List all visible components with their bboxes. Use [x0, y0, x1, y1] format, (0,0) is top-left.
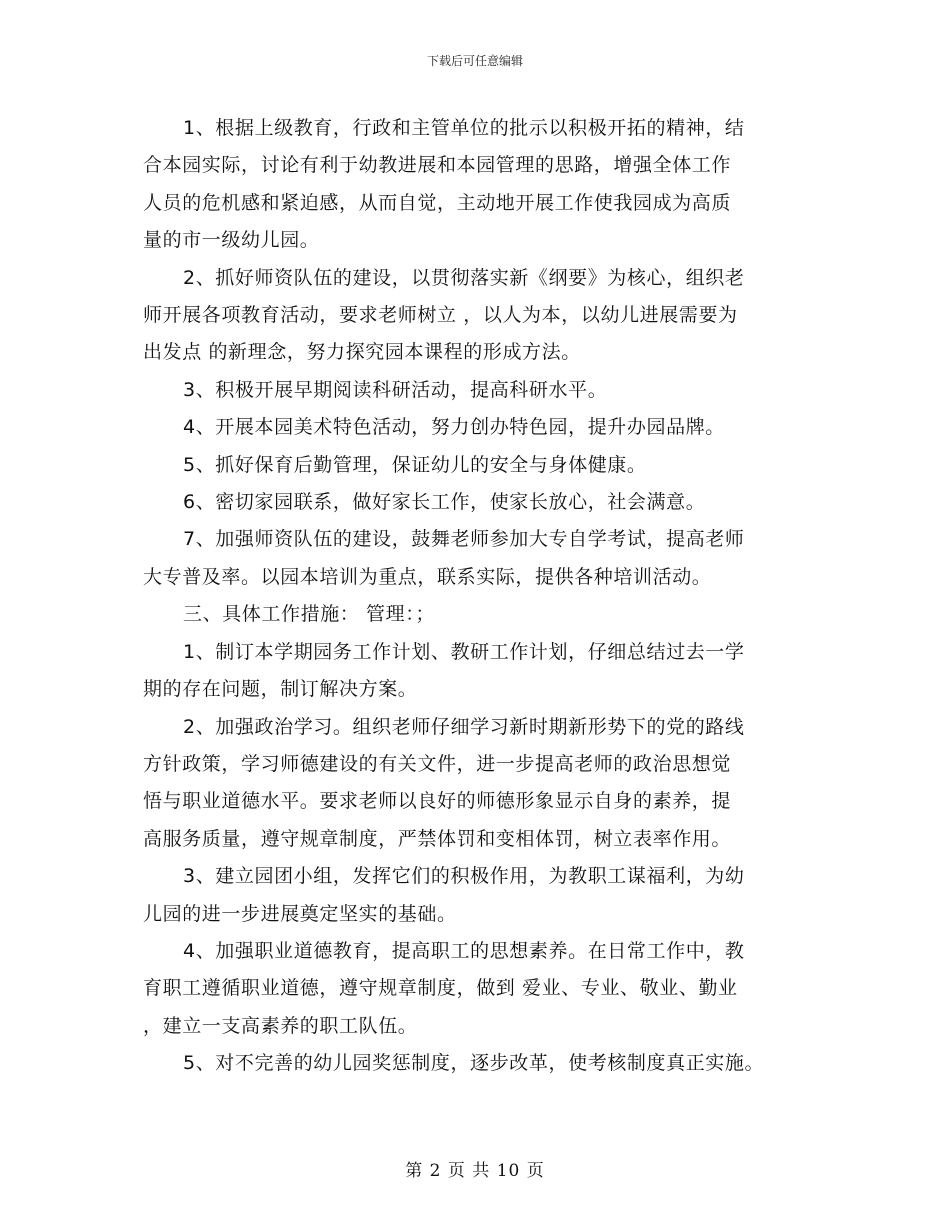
paragraph-1: [143, 110, 823, 260]
paragraph-10: [143, 709, 823, 859]
paragraph-11: [143, 858, 823, 933]
paragraph-12: [143, 933, 823, 1045]
paragraph-2: [143, 260, 823, 372]
paragraph-7: [143, 521, 823, 596]
text-line: 1、制订本学期园务工作计划、教研工作计划，仔细总结过去一学: [183, 640, 745, 663]
text-line: 悟与职业道德水平。要求老师以良好的师德形象显示自身的素养，提: [143, 790, 732, 813]
paragraph-6: [143, 484, 823, 521]
text-line: 5、抓好保育后勤管理，保证幼儿的安全与身体健康。: [183, 453, 647, 476]
text-line: 儿园的进一步进展奠定坚实的基础。: [143, 902, 457, 925]
page-number-footer: 第 2 页 共 10 页: [405, 1161, 545, 1181]
text-line: 出发点 的新理念，努力探究园本课程的形成方法。: [143, 341, 581, 364]
text-line: 2、加强政治学习。组织老师仔细学习新时期新形势下的党的路线: [183, 715, 745, 738]
text-line: 4、加强职业道德教育，提高职工的思想素养。在日常工作中，教: [183, 939, 745, 962]
text-line: 期的存在问题，制订解决方案。: [143, 678, 418, 701]
text-line: 6、密切家园联系，做好家长工作，使家长放心，社会满意。: [183, 491, 706, 514]
text-line: 大专普及率。以园本培训为重点，联系实际，提供各种培训活动。: [143, 565, 712, 588]
text-line: 三、具体工作措施： 管理：；: [183, 603, 435, 626]
text-line: 3、建立园团小组，发挥它们的积极作用，为教职工谋福利，为幼: [183, 865, 745, 888]
section-heading: [143, 596, 823, 633]
text-line: 高服务质量，遵守规章制度，严禁体罚和变相体罚，树立表率作用。: [143, 827, 732, 850]
text-line: 方针政策，学习师德建设的有关文件，进一步提高老师的政治思想觉: [143, 752, 732, 775]
text-line: 人员的危机感和紧迫感，从而自觉，主动地开展工作使我园成为高质: [143, 191, 732, 214]
paragraph-4: [143, 409, 823, 446]
text-line: 合本园实际，讨论有利于幼教进展和本园管理的思路，增强全体工作: [143, 154, 732, 177]
paragraph-13: [143, 1045, 823, 1082]
text-line: 4、开展本园美术特色活动，努力创办特色园，提升办园品牌。: [183, 416, 725, 439]
paragraph-5: [143, 447, 823, 484]
text-line: ，建立一支高素养的职工队伍。: [143, 1014, 418, 1037]
text-line: 5、对不完善的幼儿园奖惩制度，逐步改革，使考核制度真正实施。: [183, 1052, 765, 1075]
text-line: 量的市一级幼儿园。: [143, 229, 320, 252]
document-body: [143, 110, 823, 1083]
text-line: 育职工遵循职业道德，遵守规章制度，做到 爱业、专业、敬业、勤业: [143, 977, 738, 1000]
paragraph-3: [143, 372, 823, 409]
text-line: 师开展各项教育活动，要求老师树立 ，以人为本，以幼儿进展需要为: [143, 304, 738, 327]
paragraph-9: [143, 634, 823, 709]
text-line: 1、根据上级教育，行政和主管单位的批示以积极开拓的精神，结: [183, 117, 745, 139]
text-line: 2、抓好师资队伍的建设，以贯彻落实新《纲要》为核心，组织老: [183, 266, 745, 289]
text-line: 3、积极开展早期阅读科研活动，提高科研水平。: [183, 378, 608, 401]
text-line: 7、加强师资队伍的建设，鼓舞老师参加大专自学考试，提高老师: [183, 528, 745, 551]
page-header: 下载后可任意编辑: [426, 54, 523, 68]
